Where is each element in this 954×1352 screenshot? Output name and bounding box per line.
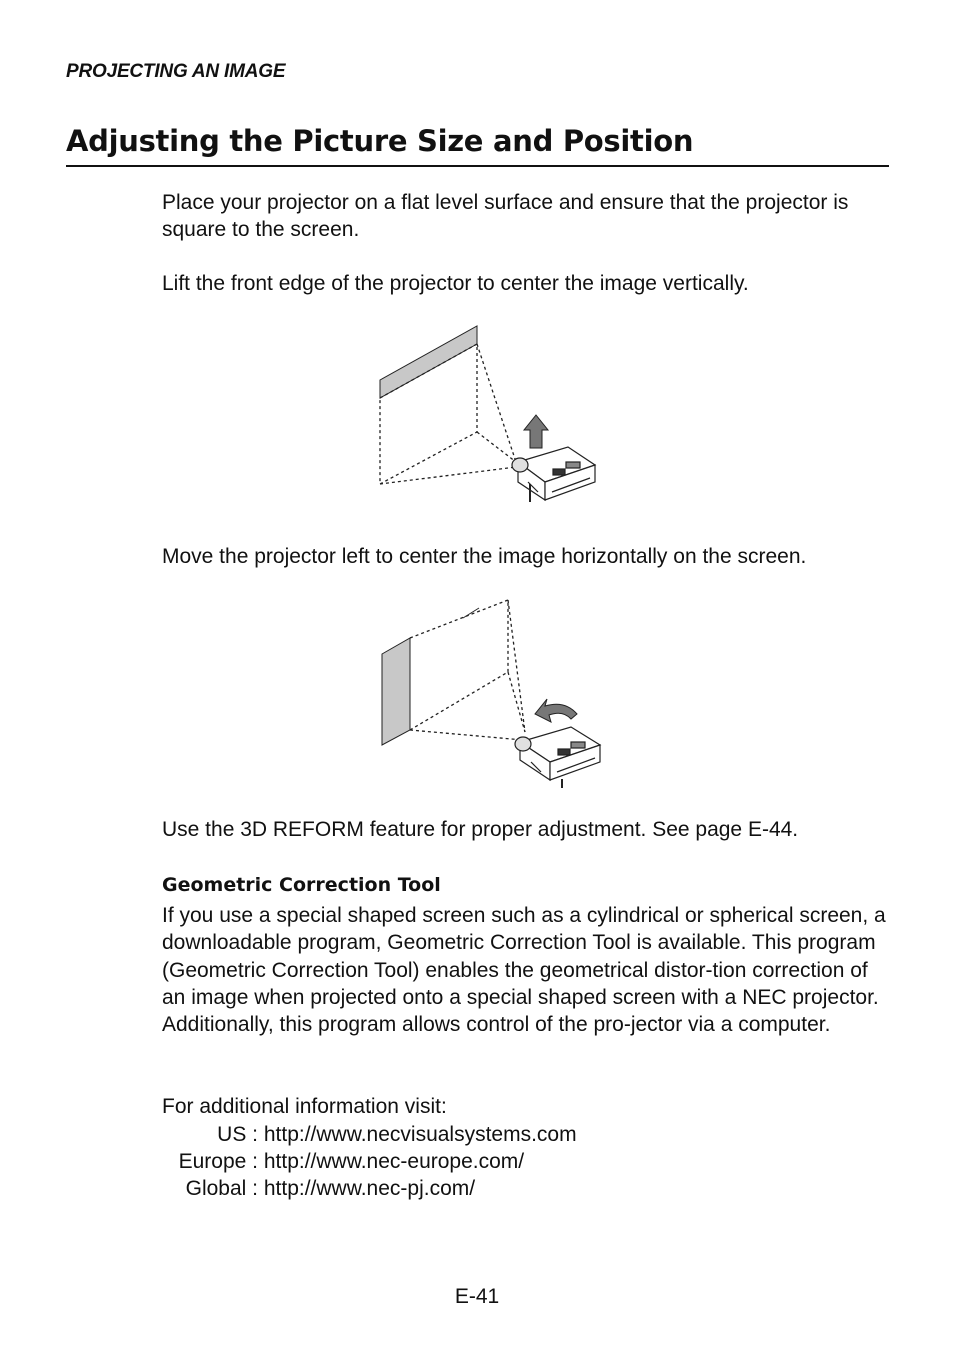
link-url[interactable]: http://www.necvisualsystems.com: [263, 1123, 577, 1146]
reform-instruction: Use the 3D REFORM feature for proper adjustment. See page E-44.: [162, 818, 799, 841]
projector-icon: [515, 727, 600, 788]
horizontal-instruction: Move the projector left to center the image horizontally on the screen.: [162, 545, 807, 568]
link-url[interactable]: http://www.nec-pj.com/: [263, 1177, 476, 1200]
link-url[interactable]: http://www.nec-europe.com/: [263, 1150, 525, 1173]
vertical-instruction: Lift the front edge of the projector to center the image vertically.: [162, 272, 749, 295]
page-number: E-41: [454, 1285, 500, 1308]
links-intro: For additional information visit:: [162, 1095, 447, 1118]
link-row-global: [166, 1175, 475, 1202]
link-label: Global :: [185, 1177, 258, 1200]
intro-paragraph: Place your projector on a flat level surface and ensure that the projector is square to the screen.: [162, 191, 849, 242]
screen-shaded-band: [380, 326, 477, 398]
section-header: PROJECTING AN IMAGE: [66, 61, 286, 82]
vertical-adjust-figure: [370, 322, 630, 522]
link-label: US :: [217, 1123, 258, 1146]
geometric-tool-heading: Geometric Correction Tool: [162, 874, 441, 896]
projected-image-outline: [380, 344, 516, 484]
projected-image-outline: [410, 600, 525, 740]
horizontal-adjust-figure: [375, 592, 615, 802]
screen-shaded-panel: [382, 638, 410, 745]
geometric-tool-description: If you use a special shaped screen such as a cylindrical or spherical screen, a downloadable program, Geometric Correction Tool is available. This program (Geometric Correction Tool) enables the geometrical distor-tion correction of an image when projected onto a special shaped screen with a NEC projector. Additionally, this program allows control of the pro-jector via a computer.: [162, 904, 886, 1037]
page-title: Adjusting the Picture Size and Position: [66, 122, 889, 167]
curved-left-arrow-icon: [535, 699, 577, 722]
link-row-europe: [166, 1148, 524, 1175]
projector-icon: [512, 447, 595, 502]
link-row-us: [166, 1121, 577, 1148]
screen-top-hint: [463, 608, 479, 618]
link-label: Europe :: [178, 1150, 258, 1173]
up-arrow-icon: [524, 415, 548, 448]
